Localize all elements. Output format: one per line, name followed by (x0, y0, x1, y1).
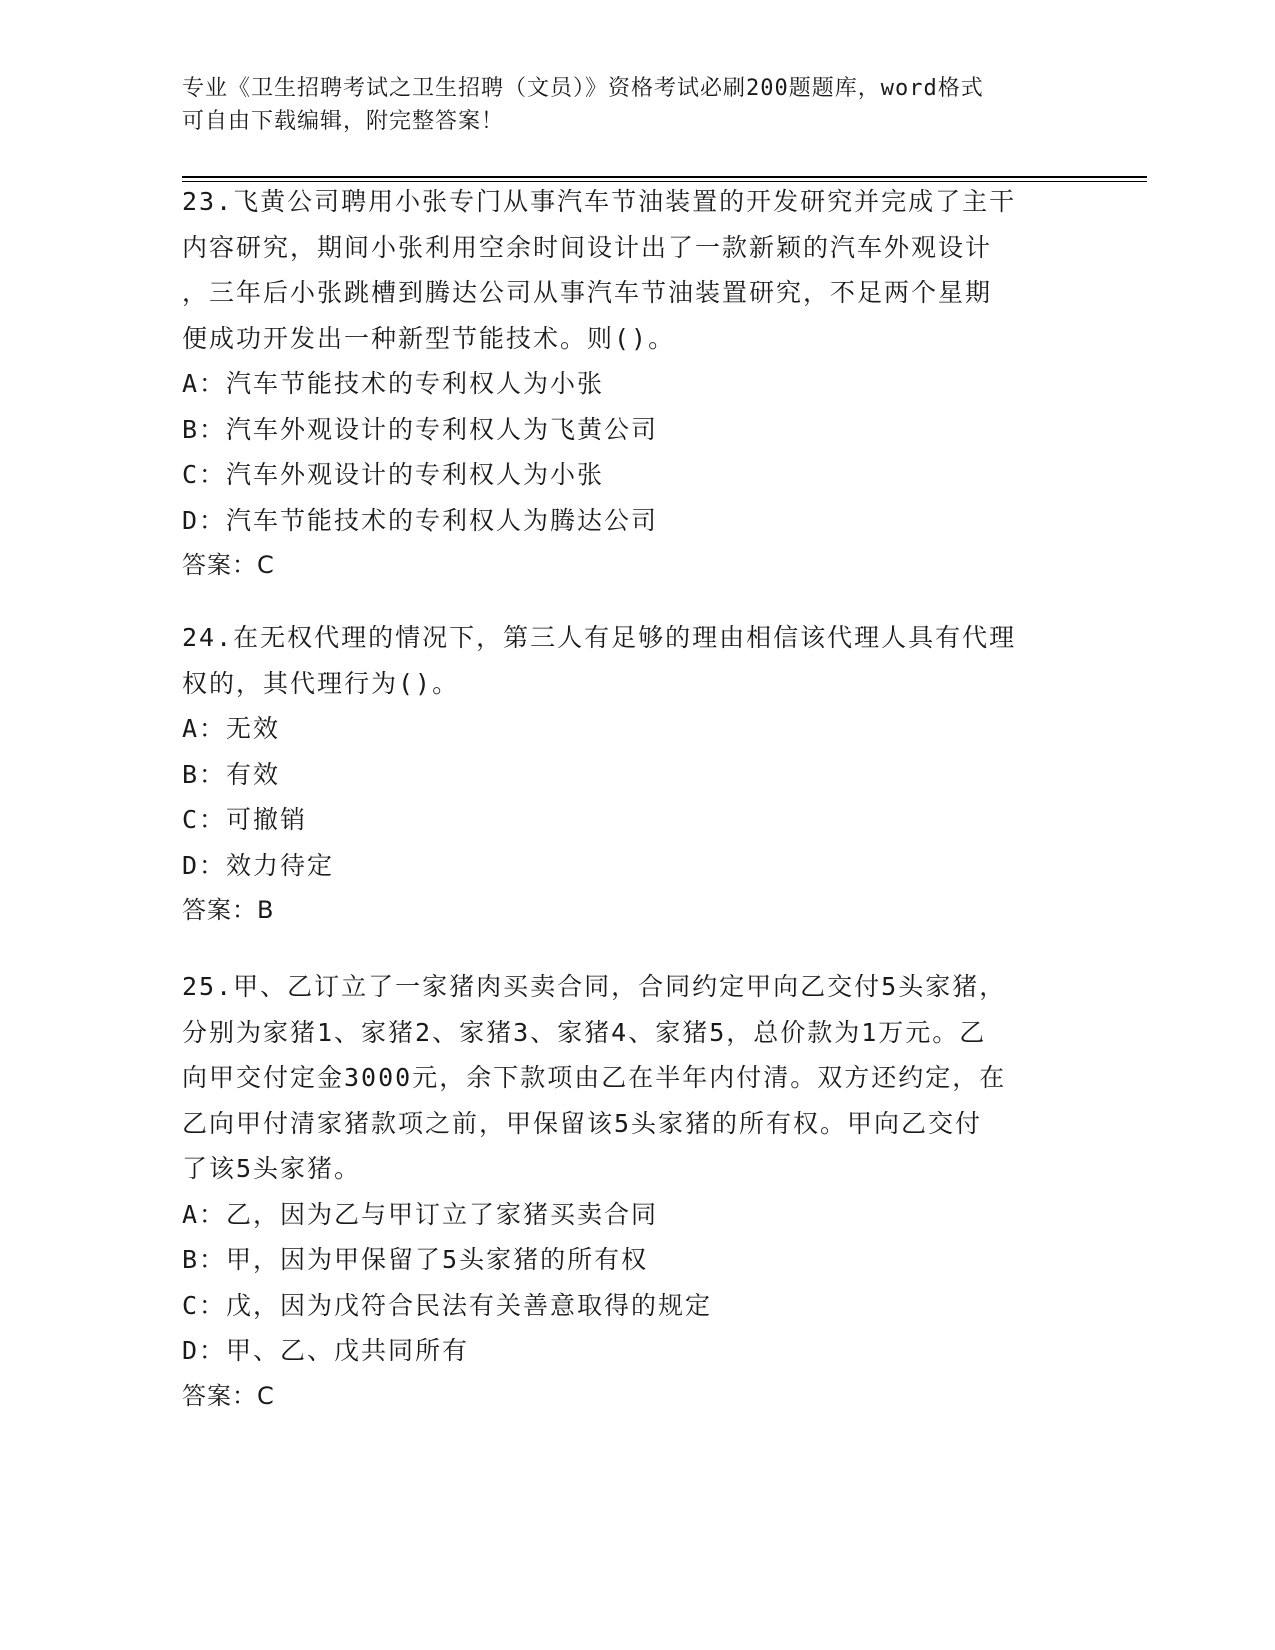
question-stem-line: 内容研究，期间小张利用空余时间设计出了一款新颖的汽车外观设计 (182, 232, 993, 262)
option-b: B：甲，因为甲保留了5头家猪的所有权 (182, 1245, 649, 1274)
document-header (182, 72, 1062, 138)
question-25 (182, 964, 1082, 1419)
option-a: A：无效 (182, 714, 281, 743)
question-stem-line: 分别为家猪1、家猪2、家猪3、家猪4、家猪5，总价款为1万元。乙 (182, 1017, 987, 1047)
question-stem-line: 24.在无权代理的情况下，第三人有足够的理由相信该代理人具有代理 (182, 623, 1017, 652)
question-stem-line: 权的，其代理行为()。 (182, 668, 460, 698)
question-stem-line: 便成功开发出一种新型节能技术。则()。 (182, 323, 676, 353)
option-c: C：汽车外观设计的专利权人为小张 (182, 460, 605, 489)
option-d: D：甲、乙、戊共同所有 (182, 1336, 470, 1365)
question-stem-line: ，三年后小张跳槽到腾达公司从事汽车节油装置研究，不足两个星期 (182, 278, 993, 307)
question-24 (182, 615, 1082, 934)
question-stem-line: 了该5头家猪。 (182, 1154, 362, 1183)
question-23 (182, 179, 1082, 589)
question-stem-line: 25.甲、乙订立了一家猪肉买卖合同，合同约定甲向乙交付5头家猪， (182, 972, 1007, 1001)
answer-line: 答案：C (182, 551, 275, 579)
answer-line: 答案：B (182, 896, 275, 924)
option-d: D：汽车节能技术的专利权人为腾达公司 (182, 505, 659, 535)
answer-line: 答案：C (182, 1381, 275, 1410)
option-c: C：戊，因为戊符合民法有关善意取得的规定 (182, 1290, 713, 1320)
option-c: C：可撤销 (182, 805, 308, 834)
header-line-2: 可自由下载编辑，附完整答案！ (182, 109, 505, 134)
option-d: D：效力待定 (182, 850, 335, 880)
option-a: A：汽车节能技术的专利权人为小张 (182, 369, 605, 398)
header-rule-thick (182, 176, 1147, 178)
header-line-1: 专业《卫生招聘考试之卫生招聘（文员）》资格考试必刷200题题库，word格式 (182, 76, 984, 101)
option-b: B：汽车外观设计的专利权人为飞黄公司 (182, 414, 659, 444)
question-stem-line: 23.飞黄公司聘用小张专门从事汽车节油装置的开发研究并完成了主干 (182, 187, 1017, 216)
question-stem-line: 乙向甲付清家猪款项之前，甲保留该5头家猪的所有权。甲向乙交付 (182, 1108, 983, 1138)
option-a: A：乙，因为乙与甲订立了家猪买卖合同 (182, 1199, 659, 1229)
option-b: B：有效 (182, 759, 281, 789)
question-stem-line: 向甲交付定金3000元，余下款项由乙在半年内付清。双方还约定，在 (182, 1063, 1007, 1092)
